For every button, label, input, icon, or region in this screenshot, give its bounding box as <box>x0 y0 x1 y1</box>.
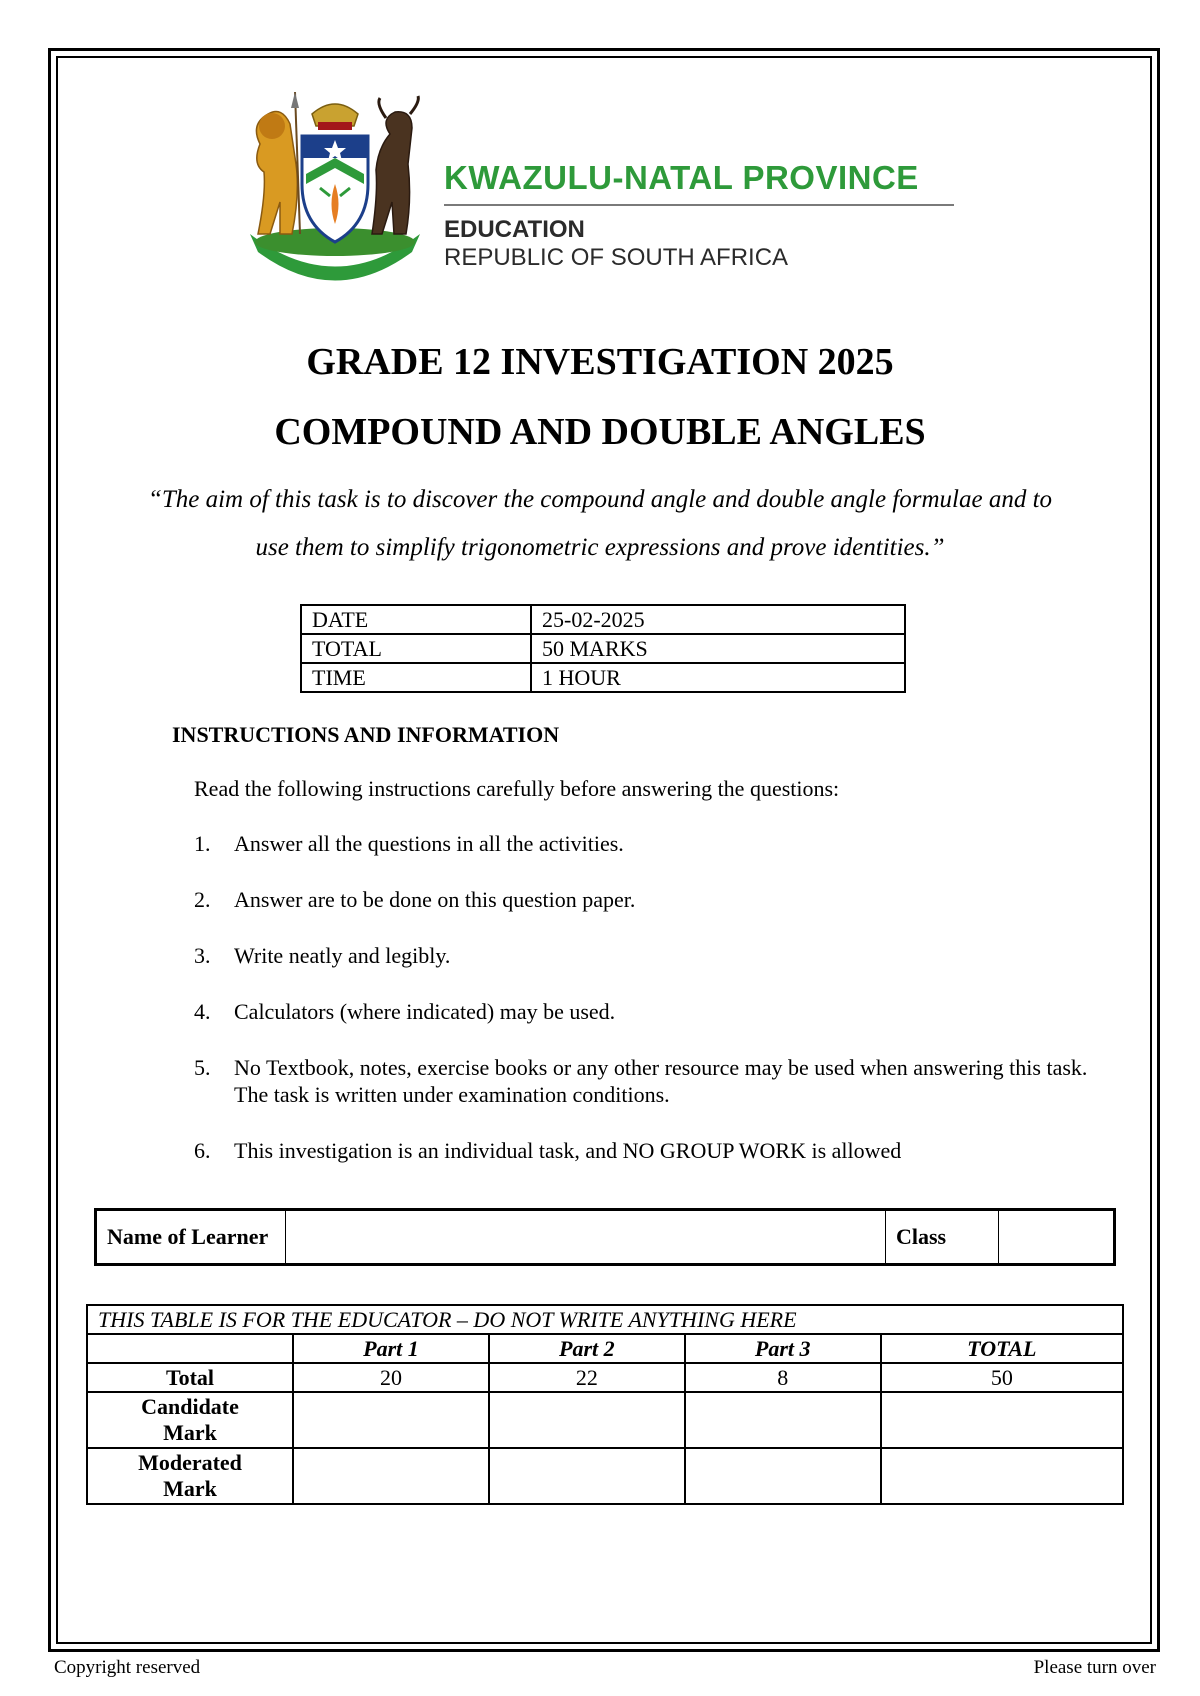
learner-class-label: Class <box>886 1210 999 1265</box>
column-header: Part 3 <box>685 1334 881 1363</box>
learner-details-table <box>94 1208 1116 1266</box>
info-label-date: DATE <box>301 605 531 634</box>
educator-note: THIS TABLE IS FOR THE EDUCATOR – DO NOT WRITE ANYTHING HERE <box>87 1305 1123 1334</box>
table-row <box>87 1363 1123 1392</box>
info-value-total: 50 MARKS <box>531 634 905 663</box>
list-item <box>194 830 1124 857</box>
list-item-text: No Textbook, notes, exercise books or any other resource may be used when answering this task. The task is written under examination conditions. <box>234 1055 1088 1107</box>
table-row <box>87 1448 1123 1504</box>
table-cell: 22 <box>489 1363 685 1392</box>
learner-name-label: Name of Learner <box>96 1210 286 1265</box>
list-item <box>194 1054 1124 1108</box>
list-item-number: 5. <box>194 1055 211 1080</box>
list-item-text: Write neatly and legibly. <box>234 943 451 968</box>
instructions-intro: Read the following instructions carefully before answering the questions: <box>194 776 840 801</box>
column-header <box>87 1334 293 1363</box>
list-item-text: Calculators (where indicated) may be used. <box>234 999 616 1024</box>
row-label-text: Candidate Mark <box>141 1394 239 1445</box>
table-cell[interactable] <box>881 1448 1123 1504</box>
table-cell[interactable] <box>293 1392 489 1448</box>
table-cell[interactable] <box>489 1392 685 1448</box>
table-row <box>87 1305 1123 1334</box>
learner-class-field[interactable] <box>999 1210 1115 1265</box>
row-label <box>87 1448 293 1504</box>
list-item-number: 1. <box>194 831 211 856</box>
aim-statement <box>80 476 1120 572</box>
list-item <box>194 942 1124 969</box>
list-item-text: This investigation is an individual task, and NO GROUP WORK is allowed <box>234 1138 902 1163</box>
list-item-number: 4. <box>194 999 211 1024</box>
list-item-number: 3. <box>194 943 211 968</box>
table-row <box>301 605 905 634</box>
info-value-date: 25-02-2025 <box>531 605 905 634</box>
table-row <box>301 663 905 692</box>
table-row <box>301 634 905 663</box>
row-label-text: Moderated Mark <box>138 1450 242 1501</box>
list-item-text: Answer are to be done on this question paper. <box>234 887 636 912</box>
learner-name-field[interactable] <box>286 1210 886 1265</box>
table-cell[interactable] <box>685 1448 881 1504</box>
list-item <box>194 998 1124 1025</box>
column-header: Part 1 <box>293 1334 489 1363</box>
list-item-number: 2. <box>194 887 211 912</box>
province-name: KWAZULU-NATAL PROVINCE <box>444 159 919 196</box>
table-cell: 20 <box>293 1363 489 1392</box>
table-row <box>96 1210 1115 1265</box>
aim-line-2: use them to simplify trigonometric expressions and prove identities.” <box>255 534 945 561</box>
list-item <box>194 886 1124 913</box>
info-value-time: 1 HOUR <box>531 663 905 692</box>
footer-turn-over: Please turn over <box>1033 1657 1156 1678</box>
info-table <box>300 604 906 693</box>
table-cell[interactable] <box>293 1448 489 1504</box>
brand-block <box>444 158 954 272</box>
page-title: GRADE 12 INVESTIGATION 2025 <box>306 341 894 383</box>
instructions-heading: INSTRUCTIONS AND INFORMATION <box>172 722 560 747</box>
info-label-total: TOTAL <box>301 634 531 663</box>
coat-of-arms-icon <box>240 84 430 296</box>
info-label-time: TIME <box>301 663 531 692</box>
educator-marks-table <box>86 1304 1124 1505</box>
table-cell[interactable] <box>881 1392 1123 1448</box>
table-row <box>87 1334 1123 1363</box>
list-item-text: Answer all the questions in all the activities. <box>234 831 624 856</box>
row-label: Total <box>87 1363 293 1392</box>
table-cell: 8 <box>685 1363 881 1392</box>
table-row <box>87 1392 1123 1448</box>
column-header: TOTAL <box>881 1334 1123 1363</box>
aim-line-1: “The aim of this task is to discover the compound angle and double angle formulae and to <box>147 486 1053 513</box>
table-cell[interactable] <box>685 1392 881 1448</box>
department-name: EDUCATION <box>444 216 585 243</box>
table-cell: 50 <box>881 1363 1123 1392</box>
instructions-list <box>194 830 1124 1193</box>
footer-copyright: Copyright reserved <box>54 1657 201 1678</box>
page-subtitle: COMPOUND AND DOUBLE ANGLES <box>274 411 926 453</box>
list-item <box>194 1137 1124 1164</box>
list-item-number: 6. <box>194 1138 211 1163</box>
brand-divider <box>444 204 954 206</box>
column-header: Part 2 <box>489 1334 685 1363</box>
country-name: REPUBLIC OF SOUTH AFRICA <box>444 244 789 271</box>
table-cell[interactable] <box>489 1448 685 1504</box>
row-label <box>87 1392 293 1448</box>
